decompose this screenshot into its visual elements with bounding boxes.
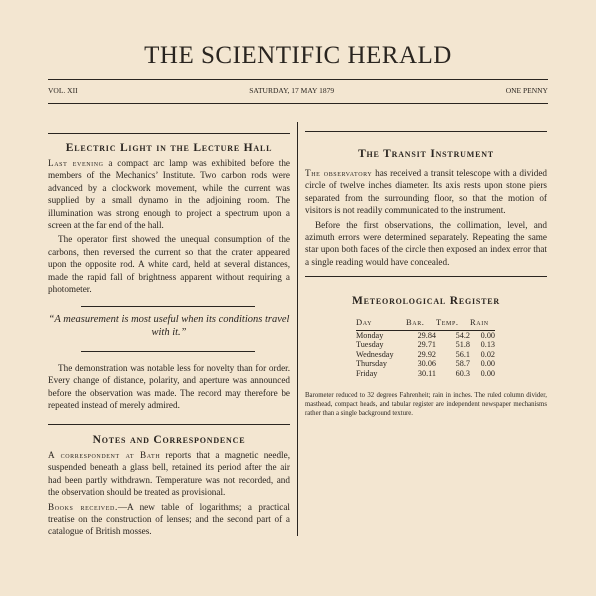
- article-paragraph: The demonstration was notable less for novelty than for order. Every change of distance, polarity, and aperture was announced before the observation was made. The record may therefore be repeated instead of merely admired.: [48, 363, 290, 411]
- table-row: [356, 359, 495, 369]
- temperature-cell: 51.8: [455, 340, 470, 350]
- article-paragraph: [305, 167, 547, 217]
- dateline: [48, 86, 548, 95]
- register-header-row: [356, 318, 495, 330]
- article-heading: The Transit Instrument: [358, 148, 494, 160]
- article-rule: [48, 133, 290, 134]
- table-row: [356, 340, 495, 350]
- column-header: Temp.: [436, 318, 470, 330]
- article-continuation: [48, 362, 290, 412]
- article-rule: [305, 131, 547, 132]
- article-paragraph: The operator first showed the unequal consumption of the carbons, then reversed the current so that the crater appeared upon the opposite rod. A white card, held at several distances, made the rapid fall of brightness apparent without requiring a photometer.: [48, 234, 290, 295]
- article-rule: [305, 276, 547, 277]
- rain-cell: 0.13: [480, 340, 495, 350]
- rain-cell: 0.02: [480, 349, 495, 359]
- article-heading: Electric Light in the Lecture Hall: [65, 142, 273, 154]
- article-transit-instrument: [305, 148, 547, 268]
- article-electric-light: [48, 142, 290, 295]
- masthead-rule-bottom: [48, 103, 548, 104]
- barometer-cell: 29.71: [417, 340, 436, 350]
- lead-small-caps: A correspondent at Bath: [48, 450, 161, 460]
- article-paragraph: [48, 157, 290, 231]
- temperature-cell: 54.2: [455, 330, 470, 340]
- issue-date: SATURDAY, 17 MAY 1879: [249, 86, 335, 95]
- day-cell: Tuesday: [356, 340, 384, 350]
- article-notes-correspondence: [48, 434, 290, 538]
- rain-cell: 0.00: [480, 368, 495, 378]
- meteorological-register: [305, 295, 547, 419]
- article-heading: Notes and Correspondence: [92, 434, 246, 446]
- barometer-cell: 29.92: [417, 349, 436, 359]
- article-rule: [48, 424, 290, 425]
- table-row: [356, 330, 495, 340]
- barometer-cell: 30.11: [417, 368, 436, 378]
- barometer-cell: 30.06: [417, 359, 436, 369]
- temperature-cell: 60.3: [455, 368, 470, 378]
- quote-rule-bottom: [81, 351, 255, 352]
- register-table: [356, 318, 495, 379]
- temperature-cell: 56.1: [455, 349, 470, 359]
- column-header: Rain: [470, 318, 495, 330]
- column-header: Bar.: [406, 318, 436, 330]
- day-cell: Monday: [356, 330, 384, 340]
- temperature-cell: 58.7: [455, 359, 470, 369]
- column-divider: [297, 122, 298, 536]
- barometer-cell: 29.84: [417, 330, 436, 340]
- quote-rule-top: [81, 306, 255, 307]
- rain-cell: 0.00: [480, 359, 495, 369]
- register-note: Barometer reduced to 32 degrees Fahrenheit; rain in inches. The ruled column divider, masthead, compact heads, and tabular register are independent newspaper mechanisms rather than a single background texture.: [305, 391, 547, 418]
- paragraph-text: has received a transit telescope with a divided circle of twelve inches diameter. Its axis rests upon stone piers separated from the surrounding floor, so that the motion of visitors is not readily communicated to the instrument.: [305, 168, 547, 216]
- rain-cell: 0.00: [480, 330, 495, 340]
- masthead-title: THE SCIENTIFIC HERALD: [144, 42, 452, 69]
- volume-label: VOL. XII: [48, 86, 78, 95]
- paragraph-text: —A new table of logarithms; a practical treatise on the construction of lenses; and the second part of a catalogue of British mosses.: [48, 501, 290, 537]
- paragraph-text: a compact arc lamp was exhibited before the members of the Mechanics’ Institute. Two carbon rods were advanced by a clockwork movement, while the current was supplied by a small dynamo in the adjoining room. The illumination was strong enough to project a spectrum upon a screen at the far end of the hall.: [48, 158, 291, 231]
- lead-small-caps: Last evening: [48, 158, 104, 168]
- masthead-rule-top: [48, 79, 548, 80]
- lead-small-caps: The observatory: [305, 168, 373, 178]
- article-paragraph: [48, 449, 290, 499]
- lead-small-caps: Books received.: [48, 501, 118, 512]
- price-label: ONE PENNY: [505, 86, 548, 95]
- paragraph-text: reports that a magnetic needle, suspended beneath a glass bell, retained its period after the air had been partly withdrawn. Temperature was not recorded, and the observation should be treated as provisional.: [48, 450, 290, 498]
- article-paragraph: [48, 501, 290, 538]
- table-row: [356, 350, 495, 360]
- table-row: [356, 369, 495, 379]
- column-header: Day: [356, 318, 406, 330]
- day-cell: Friday: [356, 368, 378, 378]
- day-cell: Thursday: [356, 359, 387, 369]
- day-cell: Wednesday: [356, 349, 394, 359]
- article-paragraph: Before the first observations, the collimation, level, and azimuth errors were determined separately. Repeating the same star upon both faces of the circle then exposed an index error that a single reading would have concealed.: [305, 219, 547, 267]
- register-heading: Meteorological Register: [351, 295, 501, 307]
- pull-quote: “A measurement is most useful when its conditions travel with it.”: [48, 314, 290, 338]
